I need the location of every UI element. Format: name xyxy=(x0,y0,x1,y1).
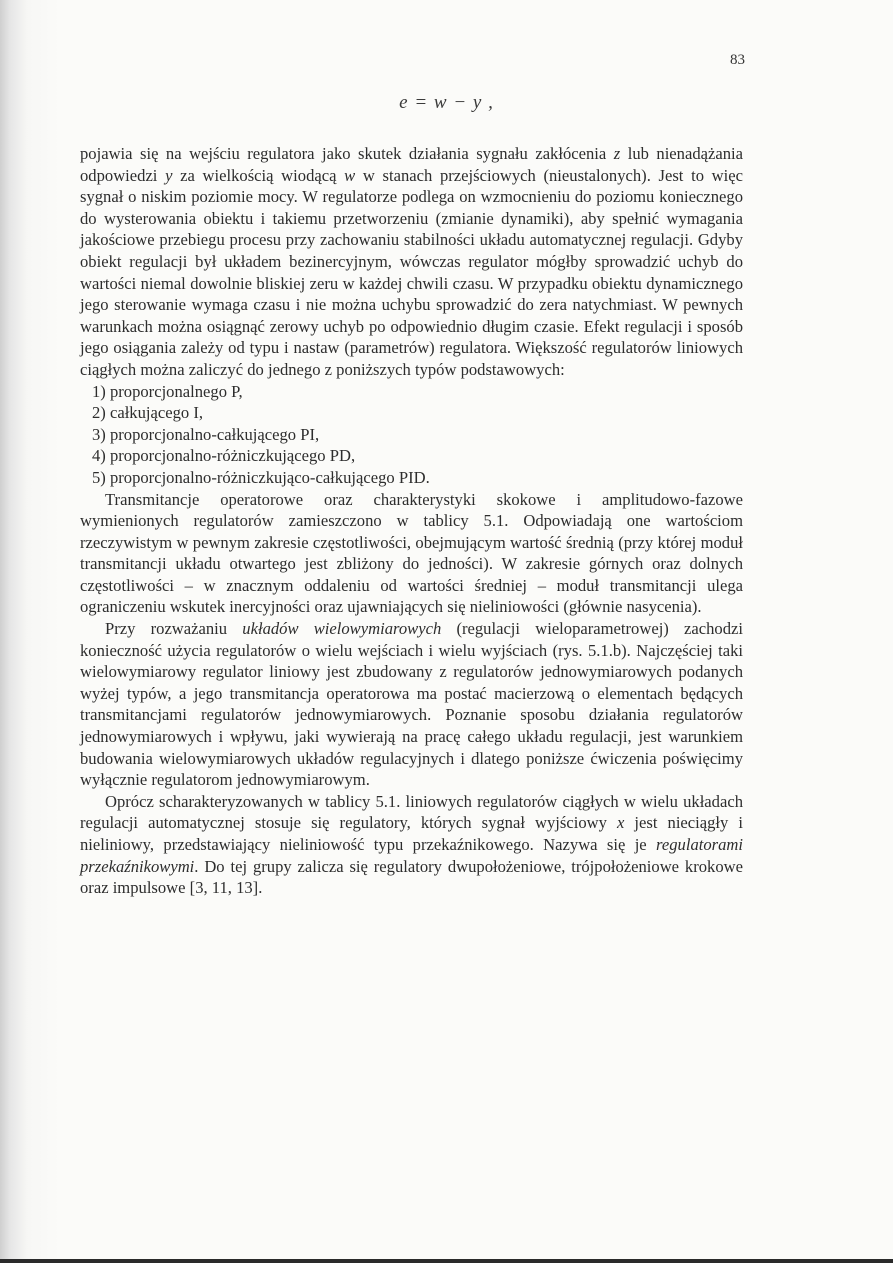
scan-bottom-edge xyxy=(0,1259,893,1263)
paragraph-4: Oprócz scharakteryzowanych w tablicy 5.1. liniowych regulatorów ciągłych w wielu układach regulacji automatycznej stosuje się regulatory, których sygnał wyjściowy x jest nieciągły i nieliniowy, przedstawiający nieliniowość typu przekaźnikowego. Nazywa się je regulatorami przekaźnikowymi. Do tej grupy zalicza się regulatory dwupołożeniowe, trójpołożeniowe krokowe oraz impulsowe [3, 11, 13]. xyxy=(80,791,744,898)
list-item: 4) proporcjonalno-różniczkującego PD, xyxy=(92,446,356,466)
page-number: 83 xyxy=(730,52,745,68)
list-item: 1) proporcjonalnego P, xyxy=(92,381,243,401)
paragraph-3: Przy rozważaniu układów wielowymiarowych (regulacji wieloparametrowej) zachodzi konieczność użycia regulatorów o wielu wejściach i wielu wyjściach (rys. 5.1.b). Najczęściej taki wielowymiarowy regulator liniowy jest zbudowany z regulatorów jednowymiarowych podanych wyżej typów, a jego transmitancja operatorowa ma postać macierzową o elementach będących transmitancjami regulatorów jednowymiarowych. Poznanie sposobu działania regulatorów jednowymiarowych i wpływu, jaki wywierają na pracę całego układu regulacji, jest warunkiem budowania wielowymiarowych układów regulacyjnych i dlatego poniższe ćwiczenia poświęcimy wyłącznie regulatorom jednowymiarowym. xyxy=(80,619,744,790)
list-item: 5) proporcjonalno-różniczkująco-całkującego PID. xyxy=(92,467,430,487)
regulator-types-list xyxy=(80,381,743,489)
list-item: 3) proporcjonalno-całkującego PI, xyxy=(92,424,320,444)
list-item: 2) całkującego I, xyxy=(92,403,204,423)
body-text xyxy=(80,143,743,899)
paragraph-2: Transmitancje operatorowe oraz charakterystyki skokowe i amplitudowo-fazowe wymienionych regulatorów zamieszczono w tablicy 5.1. Odpowiadają one wartościom rzeczywistym w pewnym zakresie częstotliwości, obejmującym wartość średnią (przy której moduł transmitancji układu otwartego jest zbliżony do jedności). W zakresie górnych oraz dolnych częstotliwości – w znacznym oddaleniu od wartości średniej – moduł transmitancji ulega ograniczeniu wskutek inercyjności oraz ujawniających się nieliniowości (głównie nasycenia). xyxy=(80,489,743,617)
paragraph-1: pojawia się na wejściu regulatora jako skutek działania sygnału zakłócenia z lub nienadążania odpowiedzi y za wielkością wiodącą w w stanach przejściowych (nieustalonych). Jest to więc sygnał o niskim poziomie mocy. W regulatorze podlega on wzmocnieniu do poziomu koniecznego do wysterowania obiektu i takiemu przetworzeniu (zmianie dynamiki), aby spełnić wymagania jakościowe przebiegu procesu przy zachowaniu stabilności układu automatycznej regulacji. Gdyby obiekt regulacji był układem bezinercyjnym, wówczas regulator mógłby sprowadzić uchyb do wartości niemal dowolnie bliskiej zeru w każdej chwili czasu. W przypadku obiektu dynamicznego jego sterowanie wymaga czasu i nie można uchybu sprowadzić do zera natychmiast. W pewnych warunkach można osiągnąć zerowy uchyb po odpowiednio długim czasie. Efekt regulacji i sposób jego osiągania zależy od typu i nastaw (parametrów) regulatora. Większość regulatorów liniowych ciągłych można zaliczyć do jednego z poniższych typów podstawowych: xyxy=(80,144,743,379)
error-formula: e = w − y , xyxy=(399,92,494,113)
